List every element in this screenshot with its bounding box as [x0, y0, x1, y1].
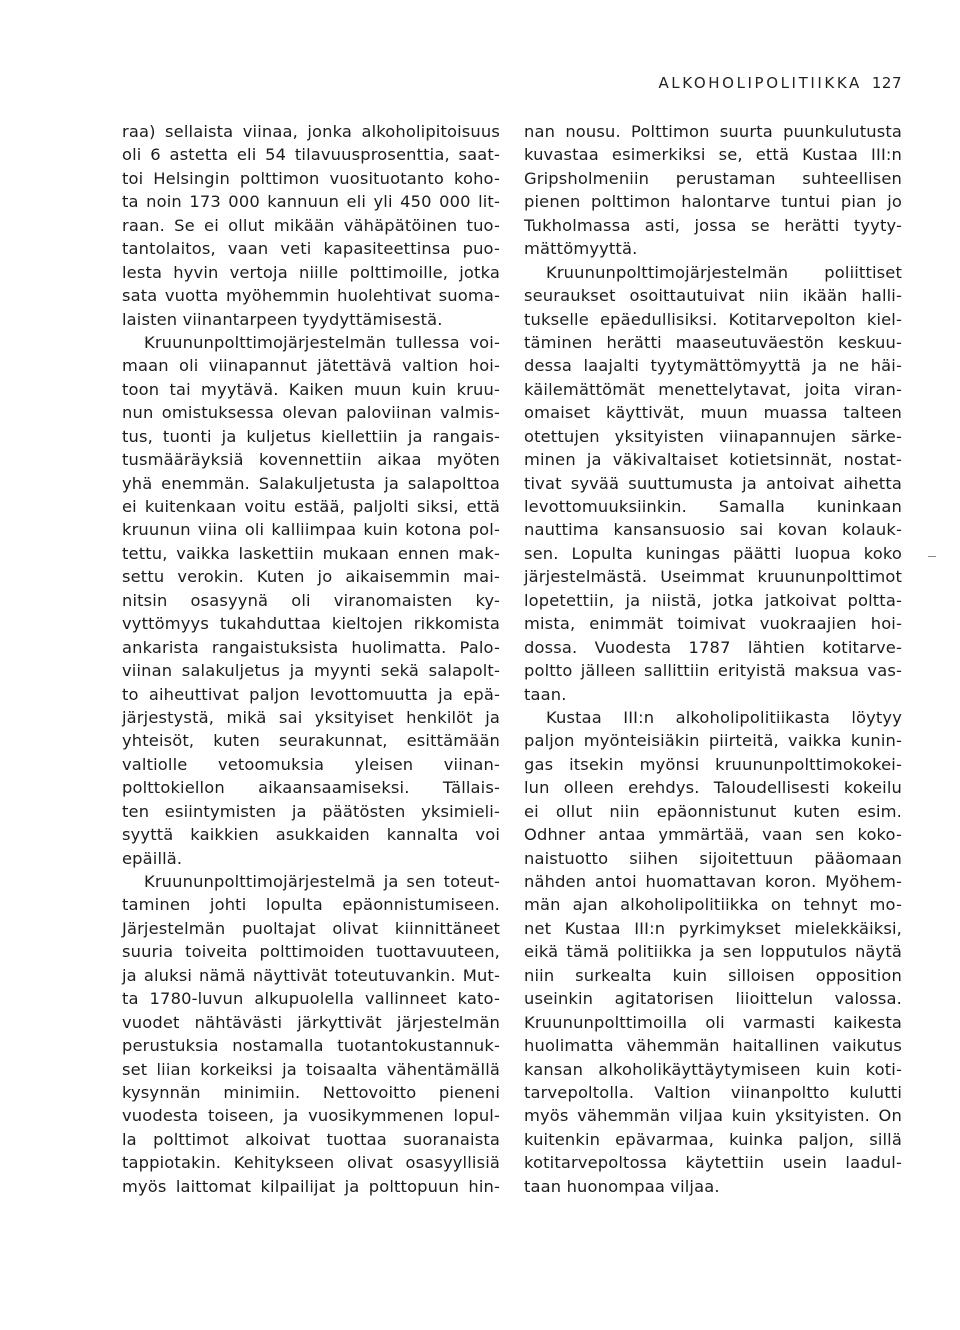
- text-line: sata vuotta myöhemmin huolehtivat suoma-: [122, 286, 500, 306]
- text-line: vyttömyys tukahduttaa kieltojen rikkomista: [122, 614, 500, 634]
- text-line: ta noin 173 000 kannuun eli yli 450 000 lit-: [122, 192, 500, 212]
- text-line: lopetettiin, ja niistä, jotka jatkoivat poltta-: [524, 590, 902, 610]
- text-line: Kruununpolttimojärjestelmän poliittiset: [546, 262, 902, 282]
- text-line: tus, tuonti ja kuljetus kiellettiin ja rangais-: [122, 426, 500, 446]
- header-title: ALKOHOLIPOLITIIKKA: [658, 74, 862, 92]
- text-line: ankarista rangaistuksista huolimatta. Palo-: [122, 637, 500, 657]
- text-line: kysynnän minimiin. Nettovoitto pieneni: [122, 1082, 500, 1102]
- text-line: sen. Lopulta kuningas päätti luopua koko: [524, 543, 902, 563]
- text-line: ja aluksi nämä näyttivät toteutuvankin. Mut-: [122, 965, 500, 985]
- text-line: nauttima kansansuosio sai kovan kolauk-: [524, 520, 902, 540]
- text-line: Kruununpolttimojärjestelmä ja sen toteut-: [144, 872, 500, 891]
- text-line: män ajan alkoholipolitiikka on tehnyt mo-: [524, 895, 902, 915]
- text-line: myös vähemmän viljaa kuin yksityisten. On: [524, 1106, 902, 1126]
- text-line: toon tai myytävä. Kaiken muun kuin kruu-: [122, 379, 500, 399]
- text-line: vuodesta toiseen, ja vuosikymmenen lopul-: [122, 1106, 500, 1126]
- text-line: settu verokin. Kuten jo aikaisemmin mai-: [122, 567, 500, 587]
- text-line: kruunun viina oli kalliimpaa kuin kotona pol-: [122, 520, 500, 540]
- text-line: net Kustaa III:n pyrkimykset mielekkäiksi,: [524, 918, 902, 938]
- text-line: tappiotakin. Kehitykseen olivat osasyyllisiä: [122, 1153, 500, 1173]
- text-line: toi Helsingin polttimon vuosituotanto koho-: [122, 168, 500, 188]
- text-line: kotitarvepoltossa käytettiin usein laadul-: [524, 1153, 902, 1173]
- text-line: taminen johti lopulta epäonnistumiseen.: [122, 895, 500, 915]
- text-line: tukselle epäedullisiksi. Kotitarvepolton kiel-: [524, 309, 902, 329]
- text-line: taan huonompaa viljaa.: [524, 1176, 720, 1196]
- text-line: laisten viinantarpeen tyydyttämisestä.: [122, 309, 443, 329]
- text-line: mista, enimmät toimivat vuokraajien hoi-: [524, 614, 902, 634]
- text-line: la polttimot alkoivat tuottaa suoranaista: [122, 1129, 500, 1149]
- text-line: tusmääräyksiä kovennettiin aikaa myöten: [122, 450, 500, 470]
- text-line: minen ja väkivaltaiset kotietsinnät, nostat-: [524, 450, 902, 470]
- text-line: lun olleen erehdys. Taloudellisesti kokeilu: [524, 778, 902, 798]
- text-line: maan oli viinapannut jätettävä valtion hoi-: [122, 356, 500, 376]
- text-line: taan.: [524, 684, 567, 704]
- running-header: [658, 74, 902, 92]
- text-line: ten esiintymisten ja päätösten yksimieli-: [122, 801, 500, 821]
- text-line: raa) sellaista viinaa, jonka alkoholipitoisuus: [122, 122, 500, 141]
- text-line: nitsin osasyynä oli viranomaisten ky-: [122, 590, 500, 610]
- text-line: tivat syvää suuttumusta ja antoivat aihetta: [524, 473, 902, 493]
- text-line: ta 1780-luvun alkupuolella vallinneet kato-: [122, 989, 500, 1009]
- text-line: järjestystä, mikä sai yksityiset henkilöt ja: [122, 707, 500, 727]
- text-line: Kustaa III:n alkoholipolitiikasta löytyy: [546, 707, 902, 727]
- text-line: ei ollut niin epäonnistunut kuten esim.: [524, 801, 902, 821]
- text-line: perustuksia nostamalla tuotantokustannuk-: [122, 1036, 500, 1056]
- margin-mark: [928, 556, 936, 557]
- text-line: Gripsholmeniin perustaman suhteellisen: [524, 168, 902, 188]
- text-line: nan nousu. Polttimon suurta puunkulutusta: [524, 122, 902, 141]
- text-line: otettujen yksityisten viinapannujen särke-: [524, 426, 902, 446]
- text-line: pienen polttimon halontarve tuntui pian jo: [524, 192, 902, 212]
- text-line: naistuotto siihen sijoitettuun pääomaan: [524, 848, 902, 868]
- text-line: tantolaitos, vaan veti kapasiteettinsa puo-: [122, 239, 500, 259]
- text-line: syyttä kaikkien asukkaiden kannalta voi: [122, 825, 500, 845]
- text-line: täminen herätti maaseutuväestön keskuu-: [524, 332, 902, 352]
- text-line: dossa. Vuodesta 1787 lähtien kotitarve-: [524, 637, 902, 657]
- text-line: yhteisöt, kuten seurakunnat, esittämään: [122, 731, 500, 751]
- text-line: lesta hyvin vertoja niille polttimoille, jotka: [122, 262, 500, 282]
- text-line: tarvepoltolla. Valtion viinanpoltto kulutti: [524, 1082, 902, 1102]
- text-line: Odhner antaa ymmärtää, vaan sen koko-: [524, 825, 902, 845]
- text-line: paljon myönteisiäkin piirteitä, vaikka kunin-: [524, 731, 902, 751]
- page-number: 127: [871, 74, 902, 92]
- text-line: vuodet nähtävästi järkyttivät järjestelmän: [122, 1012, 500, 1032]
- text-line: nun omistuksessa olevan paloviinan valmis-: [122, 403, 500, 423]
- right-text-column: [524, 120, 902, 1198]
- text-line: ei kuitenkaan voitu estää, paljolti siksi, että: [122, 497, 500, 516]
- text-line: yhä enemmän. Salakuljetusta ja salapolttoa: [122, 473, 500, 493]
- text-line: useinkin agitatorisen liioittelun valossa.: [524, 989, 902, 1009]
- text-line: suuria toiveita polttimoiden tuottavuuteen,: [122, 942, 500, 962]
- text-line: kuvastaa esimerkiksi se, että Kustaa III:n: [524, 145, 902, 165]
- text-line: Kruununpolttimoilla oli varmasti kaikesta: [524, 1012, 902, 1032]
- text-line: käilemättömät menettelytavat, joita viran-: [524, 379, 902, 399]
- text-line: eikä tämä politiikka ja sen lopputulos näytä: [524, 942, 902, 962]
- text-line: tettu, vaikka laskettiin mukaan ennen mak-: [122, 543, 500, 563]
- text-line: kuitenkin epävarmaa, kuinka paljon, sillä: [524, 1129, 902, 1149]
- text-line: huolimatta vähemmän haitallinen vaikutus: [524, 1036, 902, 1056]
- text-line: to aiheuttivat paljon levottomuutta ja epä-: [122, 684, 500, 704]
- text-line: poltto jälleen sallittiin erityistä maksua vas-: [524, 661, 902, 681]
- text-line: omaiset käyttivät, muun muassa talteen: [524, 403, 902, 423]
- text-line: levottomuuksiinkin. Samalla kuninkaan: [524, 497, 902, 516]
- text-line: set liian korkeiksi ja toisaalta vähentämällä: [122, 1059, 500, 1079]
- text-line: oli 6 astetta eli 54 tilavuusprosenttia, saat-: [122, 145, 500, 165]
- text-line: raan. Se ei ollut mikään vähäpätöinen tuo-: [122, 215, 500, 235]
- text-line: viinan salakuljetus ja myynti sekä salapolt-: [122, 661, 500, 681]
- text-line: gas itsekin myönsi kruununpolttimokokei-: [524, 754, 902, 774]
- text-line: Kruununpolttimojärjestelmän tullessa voi-: [144, 332, 500, 352]
- text-line: epäillä.: [122, 848, 183, 868]
- text-line: Tukholmassa asti, jossa se herätti tyyty-: [524, 215, 902, 235]
- text-line: niin surkealta kuin silloisen opposition: [524, 965, 902, 985]
- text-line: valtiolle vetoomuksia yleisen viinan-: [122, 754, 500, 774]
- text-line: dessa laajalti tyytymättömyyttä ja ne häi-: [524, 356, 902, 376]
- text-line: järjestelmästä. Useimmat kruununpolttimot: [524, 567, 902, 587]
- text-line: seuraukset osoittautuivat niin ikään halli-: [524, 286, 902, 306]
- text-line: nähden antoi huomattavan koron. Myöhem-: [524, 872, 902, 891]
- text-line: kansan alkoholikäyttäytymiseen kuin koti-: [524, 1059, 902, 1079]
- text-line: Järjestelmän puoltajat olivat kiinnittäneet: [122, 918, 500, 938]
- left-text-column: [122, 120, 500, 1198]
- text-line: mättömyyttä.: [524, 239, 638, 259]
- text-line: polttokiellon aikaansaamiseksi. Tällais-: [122, 778, 500, 798]
- text-line: myös laittomat kilpailijat ja polttopuun hin-: [122, 1176, 500, 1196]
